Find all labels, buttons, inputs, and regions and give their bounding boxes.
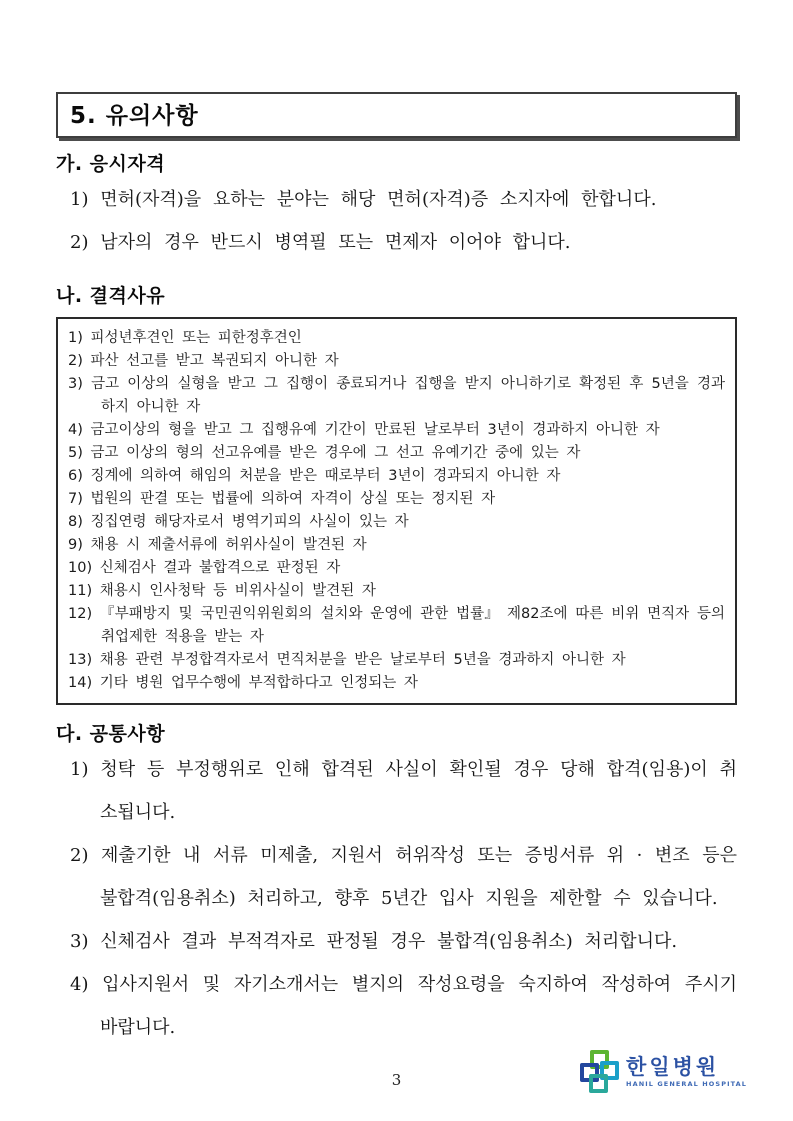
common-item: 2) 제출기한 내 서류 미제출, 지원서 허위작성 또는 증빙서류 위 · 변조 등은 불합격(임용취소) 처리하고, 향후 5년간 입사 지원을 제한할 수 있습니다. — [70, 845, 737, 909]
notice-title: 5. 유의사항 — [70, 103, 199, 129]
section-common-heading: 다. 공통사항 — [56, 723, 166, 745]
section-disqualification-heading: 나. 결격사유 — [56, 285, 166, 307]
disqualification-item: 8) 징집연령 해당자로서 병역기피의 사실이 있는 자 — [68, 514, 409, 530]
disqualification-item: 11) 채용시 인사청탁 등 비위사실이 발견된 자 — [68, 583, 376, 599]
eligibility-item: 1) 면허(자격)을 요하는 분야는 해당 면허(자격)증 소지자에 한합니다. — [70, 189, 657, 210]
disqualification-item: 9) 채용 시 제출서류에 허위사실이 발견된 자 — [68, 537, 367, 553]
section-eligibility — [56, 149, 737, 264]
eligibility-items — [56, 178, 737, 264]
disqualification-item: 3) 금고 이상의 실형을 받고 그 집행이 종료되거나 집행을 받지 아니하기로 확정된 후 5년을 경과하지 아니한 자 — [68, 376, 725, 415]
section-common — [56, 719, 737, 1049]
disqualification-item: 10) 신체검사 결과 불합격으로 판정된 자 — [68, 560, 341, 576]
logo-square-teal-icon — [589, 1074, 608, 1093]
common-item: 1) 청탁 등 부정행위로 인해 합격된 사실이 확인될 경우 당해 합격(임용)이 취소됩니다. — [70, 759, 737, 823]
logo-subtitle: HANIL GENERAL HOSPITAL — [626, 1079, 747, 1088]
logo-text — [626, 1054, 747, 1088]
common-item: 4) 입사지원서 및 자기소개서는 별지의 작성요령을 숙지하여 작성하여 주시기 바랍니다. — [70, 974, 737, 1038]
disqualification-item: 12) 『부패방지 및 국민권익위원회의 설치와 운영에 관한 법률』 제82조에 따른 비위 면직자 등의 취업제한 적용을 받는 자 — [68, 606, 725, 645]
page-number: 3 — [391, 1071, 402, 1089]
disqualification-item: 2) 파산 선고를 받고 복권되지 아니한 자 — [68, 353, 339, 369]
disqualification-box — [56, 317, 737, 705]
logo-name: 한일병원 — [626, 1054, 720, 1079]
disqualification-item: 4) 금고이상의 형을 받고 그 집행유예 기간이 만료된 날로부터 3년이 경과하지 아니한 자 — [68, 422, 660, 438]
disqualification-item: 5) 금고 이상의 형의 선고유예를 받은 경우에 그 선고 유예기간 중에 있는 자 — [68, 445, 581, 461]
hospital-logo — [579, 1047, 747, 1097]
disqualification-item: 6) 징계에 의하여 해임의 처분을 받은 때로부터 3년이 경과되지 아니한 자 — [68, 468, 561, 484]
disqualification-item: 14) 기타 병원 업무수행에 부적합하다고 인정되는 자 — [68, 675, 418, 691]
disqualification-item: 1) 피성년후견인 또는 피한정후견인 — [68, 330, 302, 346]
section-eligibility-heading: 가. 응시자격 — [56, 153, 166, 175]
common-items — [56, 748, 737, 1049]
common-item: 3) 신체검사 결과 부적격자로 판정될 경우 불합격(임용취소) 처리합니다. — [70, 931, 678, 952]
notice-title-box — [56, 92, 737, 138]
disqualification-item: 7) 법원의 판결 또는 법률에 의하여 자격이 상실 또는 정지된 자 — [68, 491, 496, 507]
section-disqualification — [56, 281, 737, 705]
hospital-cross-icon — [579, 1047, 619, 1097]
disqualification-item: 13) 채용 관련 부정합격자로서 면직처분을 받은 날로부터 5년을 경과하지 아니한 자 — [68, 652, 626, 668]
eligibility-item: 2) 남자의 경우 반드시 병역필 또는 면제자 이어야 합니다. — [70, 232, 571, 253]
